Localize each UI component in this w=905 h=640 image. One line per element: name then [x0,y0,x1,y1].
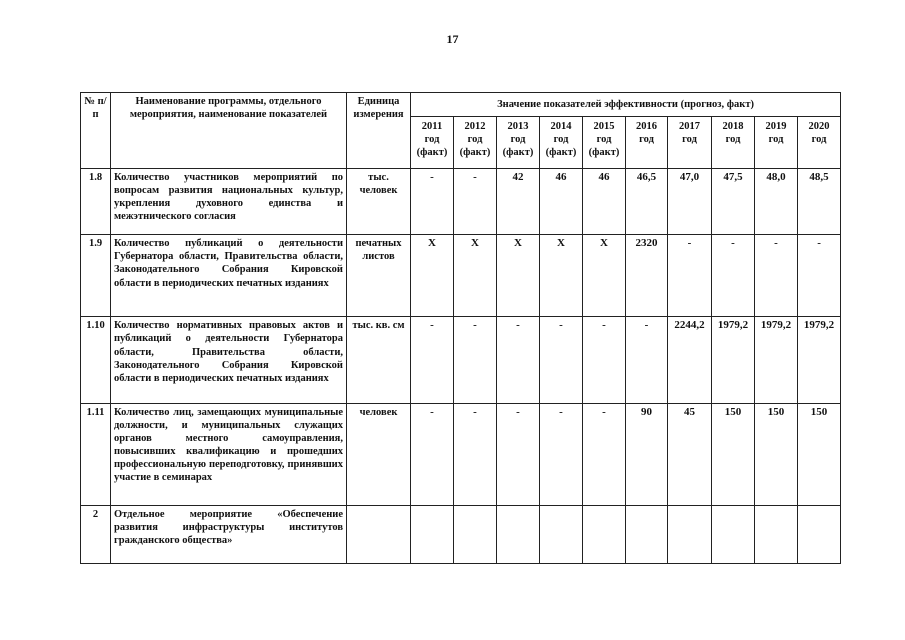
value-cell [411,505,454,563]
row-num: 1.10 [81,317,111,403]
row-unit: тыс. кв. см [347,317,411,403]
value-cell: 46 [583,169,626,235]
row-num: 2 [81,505,111,563]
value-cell [540,505,583,563]
year-header: 2016 год [626,117,668,169]
value-cell: - [454,403,497,505]
row-num: 1.8 [81,169,111,235]
value-cell: 1979,2 [712,317,755,403]
value-cell: 46,5 [626,169,668,235]
header-num: № п/п [81,93,111,169]
value-cell: - [712,235,755,317]
row-num: 1.9 [81,235,111,317]
value-cell: 48,0 [755,169,798,235]
table-row [81,403,841,505]
value-cell: - [454,317,497,403]
value-cell: 1979,2 [798,317,841,403]
table-row [81,505,841,563]
value-cell: - [411,169,454,235]
year-header: 2014 год (факт) [540,117,583,169]
row-unit: тыс. человек [347,169,411,235]
value-cell: - [540,403,583,505]
header-values-group: Значение показателей эффективности (прогноз, факт) [411,93,841,117]
value-cell: - [668,235,712,317]
value-cell [454,505,497,563]
year-header: 2018 год [712,117,755,169]
value-cell: 2320 [626,235,668,317]
value-cell: 47,5 [712,169,755,235]
value-cell: 1979,2 [755,317,798,403]
year-header: 2017 год [668,117,712,169]
value-cell [712,505,755,563]
indicators-table [80,92,841,564]
value-cell: - [798,235,841,317]
row-name: Количество лиц, замещающих муниципальные должности, и муниципальных служащих органов местного самоуправления, повысивших квалификацию и прошедших профессиональную переподготовку, принявших участие в семинарах [111,403,347,505]
value-cell: X [540,235,583,317]
row-name: Количество нормативных правовых актов и публикаций о деятельности Губернатора области, Правительства области, Законодательного Собрания Кировской области в периодических печатных изданиях [111,317,347,403]
value-cell: - [411,403,454,505]
row-unit: печатных листов [347,235,411,317]
value-cell: - [583,317,626,403]
value-cell: - [497,317,540,403]
page-number: 17 [446,32,459,46]
value-cell: 2244,2 [668,317,712,403]
value-cell: X [411,235,454,317]
value-cell [755,505,798,563]
value-cell: - [454,169,497,235]
row-name: Отдельное мероприятие «Обеспечение развития инфраструктуры институтов гражданского общества» [111,505,347,563]
value-cell: 47,0 [668,169,712,235]
header-row [81,93,841,117]
header-unit: Единица измерения [347,93,411,169]
value-cell: 46 [540,169,583,235]
value-cell: - [497,403,540,505]
row-name: Количество публикаций о деятельности Губернатора области, Правительства области, Законодательного Собрания Кировской области в периодических печатных изданиях [111,235,347,317]
value-cell: X [497,235,540,317]
value-cell: - [540,317,583,403]
value-cell: X [454,235,497,317]
year-header: 2012 год (факт) [454,117,497,169]
value-cell: 150 [755,403,798,505]
row-name: Количество участников мероприятий по вопросам развития национальных культур, укрепления духовного единства и межэтнического согласия [111,169,347,235]
value-cell: 90 [626,403,668,505]
value-cell [798,505,841,563]
value-cell: - [626,317,668,403]
value-cell: X [583,235,626,317]
value-cell: 48,5 [798,169,841,235]
row-num: 1.11 [81,403,111,505]
value-cell [583,505,626,563]
value-cell: 42 [497,169,540,235]
value-cell: - [583,403,626,505]
table-row [81,317,841,403]
value-cell [497,505,540,563]
value-cell: - [411,317,454,403]
value-cell: 150 [798,403,841,505]
value-cell [668,505,712,563]
value-cell: - [755,235,798,317]
table-row [81,169,841,235]
header-name: Наименование программы, отдельного мероприятия, наименование показателей [111,93,347,169]
value-cell [626,505,668,563]
year-header: 2020 год [798,117,841,169]
row-unit: человек [347,403,411,505]
value-cell: 150 [712,403,755,505]
row-unit [347,505,411,563]
value-cell: 45 [668,403,712,505]
year-header: 2011 год (факт) [411,117,454,169]
table-row [81,235,841,317]
year-header: 2013 год (факт) [497,117,540,169]
year-header: 2015 год (факт) [583,117,626,169]
year-header: 2019 год [755,117,798,169]
